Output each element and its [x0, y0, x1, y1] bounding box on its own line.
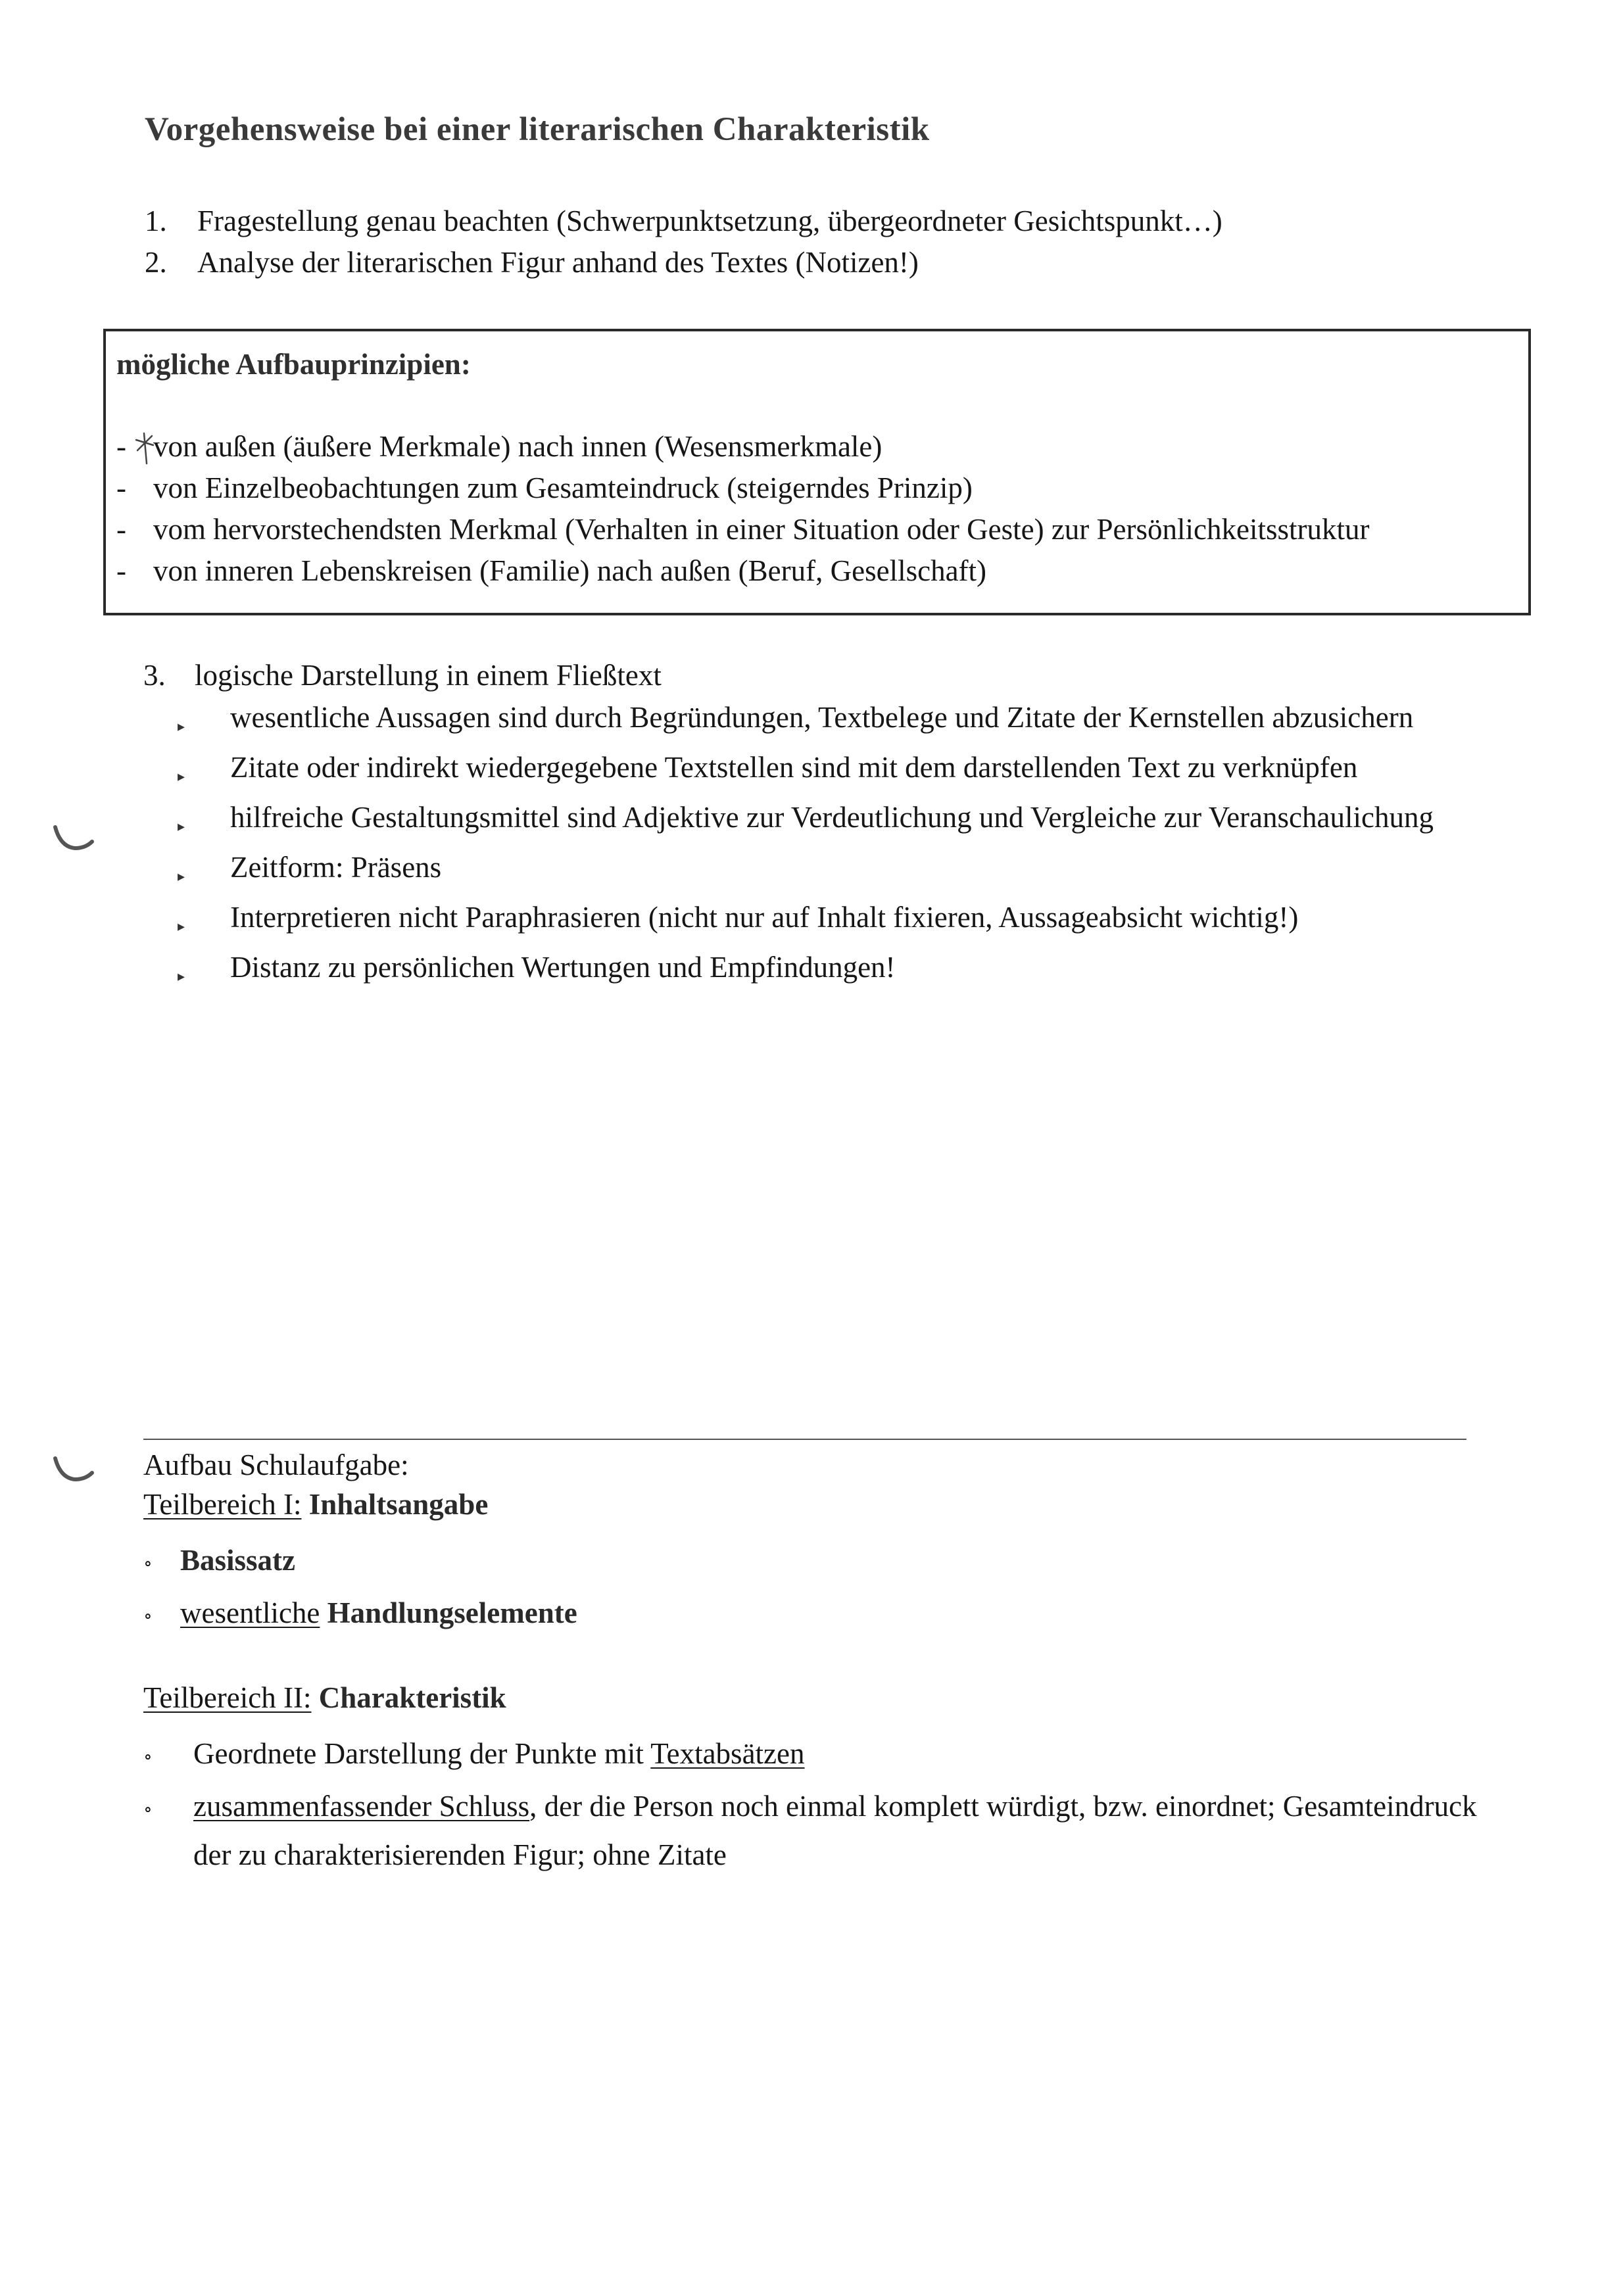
list-item-text: Basissatz	[180, 1544, 296, 1577]
list-item-text: hilfreiche Gestaltungsmittel sind Adjektive zur Verdeutlichung und Vergleiche zur Veranschaulichung	[230, 801, 1434, 834]
step-1	[145, 201, 1222, 242]
step-number: 2.	[145, 246, 167, 279]
bullet-icon: ∘	[143, 1606, 153, 1627]
list-item-text: Geordnete Darstellung der Punkte mit	[193, 1737, 651, 1770]
step-3	[143, 658, 662, 692]
principle-text: von inneren Lebenskreisen (Familie) nach außen (Beruf, Gesellschaft)	[153, 554, 987, 587]
dash-marker: -	[116, 554, 126, 587]
list-item-text: Interpretieren nicht Paraphrasieren (nicht nur auf Inhalt fixieren, Aussageabsicht wichtig!)	[230, 901, 1299, 934]
list-item-underlined: Textabsätzen	[650, 1737, 805, 1770]
list-item-text: wesentliche Aussagen sind durch Begründungen, Textbelege und Zitate der Kernstellen abzusichern	[230, 701, 1414, 734]
list-item	[143, 1536, 577, 1589]
teilbereich-label: Teilbereich II:	[143, 1681, 312, 1714]
list-item	[178, 747, 1532, 797]
list-item	[178, 847, 1532, 897]
list-item	[143, 1782, 1511, 1879]
step-text: Fragestellung genau beachten (Schwerpunktsetzung, übergeordneter Gesichtspunkt…)	[197, 204, 1222, 237]
teilbereich-2-list	[143, 1729, 1511, 1879]
punch-mark-top	[51, 823, 97, 853]
divider	[143, 1439, 1466, 1440]
triangle-bullet-icon: ▸	[178, 868, 185, 884]
principle-item	[116, 550, 1369, 592]
list-item-text: , der die Person noch einmal komplett würdigt, bzw. einordnet; Gesamteindruck der zu charakterisierenden Figur; ohne Zitate	[193, 1790, 1477, 1871]
step-text: Analyse der literarischen Figur anhand des Textes (Notizen!)	[197, 246, 919, 279]
numbered-steps	[145, 201, 1222, 283]
list-item	[178, 697, 1532, 747]
principle-text: vom hervorstechendsten Merkmal (Verhalten in einer Situation oder Geste) zur Persönlichkeitsstruktur	[153, 513, 1370, 546]
list-item-text: Zeitform: Präsens	[230, 851, 442, 884]
bullet-icon: ∘	[143, 1800, 153, 1820]
triangle-bullet-icon: ▸	[178, 918, 185, 934]
triangle-bullet-icon: ▸	[178, 718, 185, 734]
dash-marker: -	[116, 471, 126, 504]
list-item-text: Distanz zu persönlichen Wertungen und Empfindungen!	[230, 951, 896, 984]
bullet-icon: ∘	[143, 1747, 153, 1767]
step-number: 3.	[143, 659, 166, 692]
step-number: 1.	[145, 204, 167, 237]
principle-item	[116, 467, 1369, 509]
triangle-bullet-icon: ▸	[178, 968, 185, 984]
triangle-bullet-icon: ▸	[178, 768, 185, 784]
aufbau-heading: Aufbau Schulaufgabe:	[143, 1448, 409, 1481]
principles-list	[116, 426, 1369, 592]
teilbereich-1-heading	[143, 1487, 488, 1521]
step-2	[145, 242, 1222, 283]
principle-item	[116, 426, 1369, 467]
list-item	[178, 897, 1532, 947]
triangle-bullet-icon: ▸	[178, 818, 185, 834]
teilbereich-2-heading	[143, 1681, 506, 1715]
list-item	[178, 947, 1532, 997]
list-item	[178, 797, 1532, 847]
teilbereich-1-list	[143, 1536, 577, 1641]
list-item-underlined: wesentliche	[180, 1596, 320, 1629]
principle-item	[116, 509, 1369, 550]
dash-marker: -	[116, 430, 126, 463]
teilbereich-title: Inhaltsangabe	[308, 1488, 489, 1521]
step-text: logische Darstellung in einem Fließtext	[195, 659, 662, 692]
list-item-text: Zitate oder indirekt wiedergegebene Textstellen sind mit dem darstellenden Text zu verknüpfen	[230, 751, 1358, 784]
page-title: Vorgehensweise bei einer literarischen Charakteristik	[145, 111, 930, 148]
teilbereich-label: Teilbereich I:	[143, 1488, 302, 1521]
step-3-list	[178, 697, 1532, 997]
list-item-bold: Handlungselemente	[327, 1596, 577, 1629]
handwritten-star-mark	[133, 431, 156, 465]
dash-marker: -	[116, 513, 126, 546]
list-item-underlined: zusammenfassender Schluss	[193, 1790, 530, 1823]
principle-text: von außen (äußere Merkmale) nach innen (Wesensmerkmale)	[153, 430, 883, 463]
punch-mark-bottom	[51, 1454, 97, 1485]
list-item	[143, 1729, 1511, 1782]
bullet-icon: ∘	[143, 1554, 153, 1574]
principle-text: von Einzelbeobachtungen zum Gesamteindruck (steigerndes Prinzip)	[153, 471, 973, 504]
principles-heading: mögliche Aufbauprinzipien:	[116, 348, 471, 381]
teilbereich-title: Charakteristik	[318, 1681, 506, 1714]
list-item	[143, 1589, 577, 1641]
